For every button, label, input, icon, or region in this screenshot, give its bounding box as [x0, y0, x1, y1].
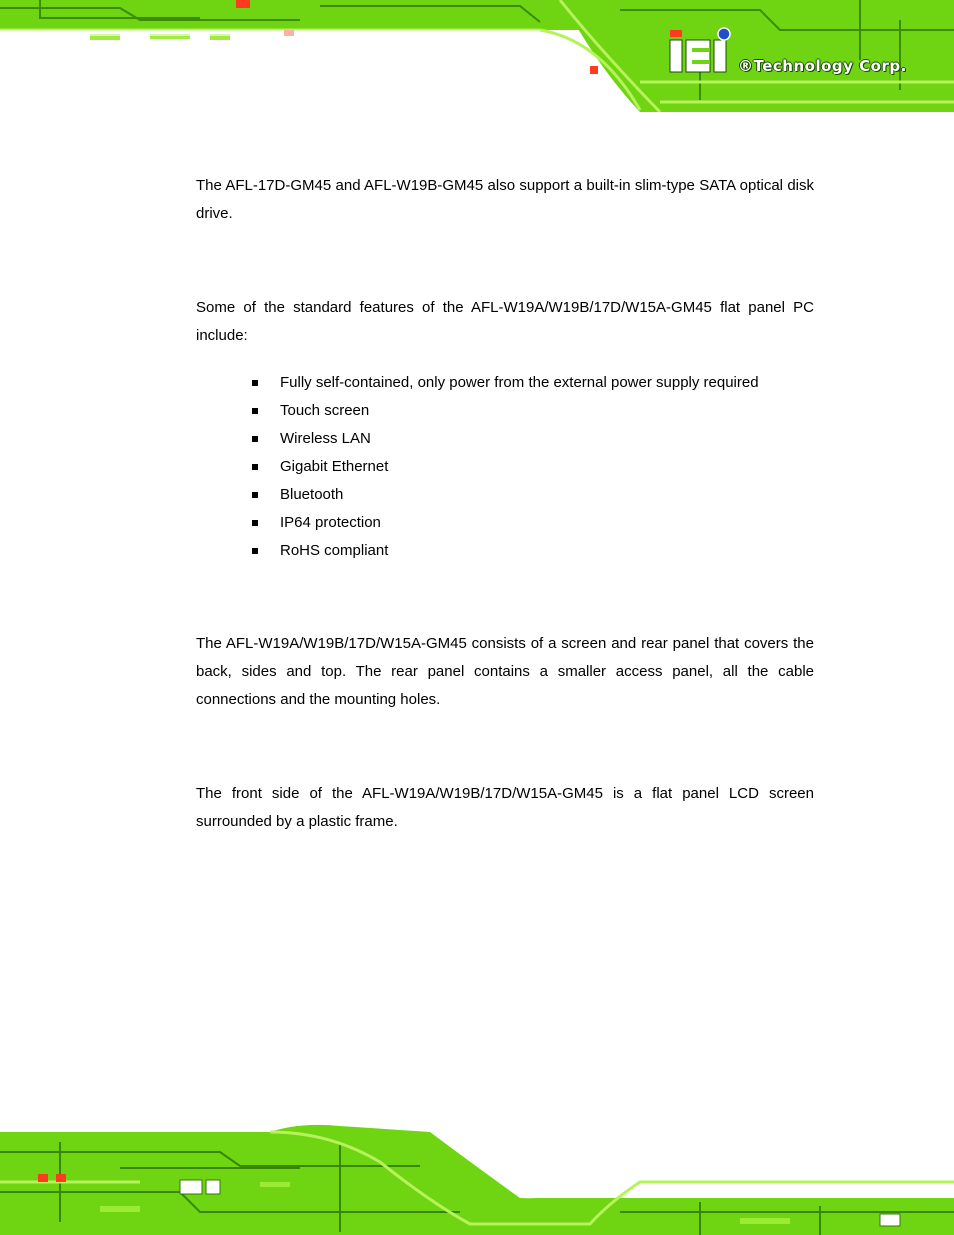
- paragraph-rear-panel: The AFL-W19A/W19B/17D/W15A-GM45 consists of a screen and rear panel that covers the back, sides and top. The rear panel contains a smaller access panel, all the cable connections and the mounting holes.: [196, 635, 814, 708]
- bullet-icon: [252, 492, 258, 498]
- paragraph-features-intro: Some of the standard features of the AFL-W19A/W19B/17D/W15A-GM45 flat panel PC include:: [196, 299, 814, 344]
- bullet-icon: [252, 520, 258, 526]
- list-item: Touch screen: [252, 399, 759, 427]
- bullet-icon: [252, 548, 258, 554]
- bullet-icon: [252, 436, 258, 442]
- list-item: Bluetooth: [252, 483, 759, 511]
- footer-banner: [0, 1122, 954, 1235]
- iei-logo: [668, 26, 732, 74]
- header-banner: [0, 0, 954, 112]
- paragraph-optical-drive: The AFL-17D-GM45 and AFL-W19B-GM45 also support a built-in slim-type SATA optical disk drive.: [196, 177, 814, 222]
- feature-list: [252, 371, 759, 567]
- bullet-icon: [252, 408, 258, 414]
- list-item: Gigabit Ethernet: [252, 455, 759, 483]
- paragraph-front-side: The front side of the AFL-W19A/W19B/17D/W15A-GM45 is a flat panel LCD screen surrounded by a plastic frame.: [196, 785, 814, 830]
- list-item: IP64 protection: [252, 511, 759, 539]
- bullet-icon: [252, 464, 258, 470]
- brand-tagline: ®Technology Corp.: [738, 57, 907, 75]
- bullet-icon: [252, 380, 258, 386]
- list-item: Fully self-contained, only power from the external power supply required: [252, 371, 759, 399]
- list-item: RoHS compliant: [252, 539, 759, 567]
- list-item: Wireless LAN: [252, 427, 759, 455]
